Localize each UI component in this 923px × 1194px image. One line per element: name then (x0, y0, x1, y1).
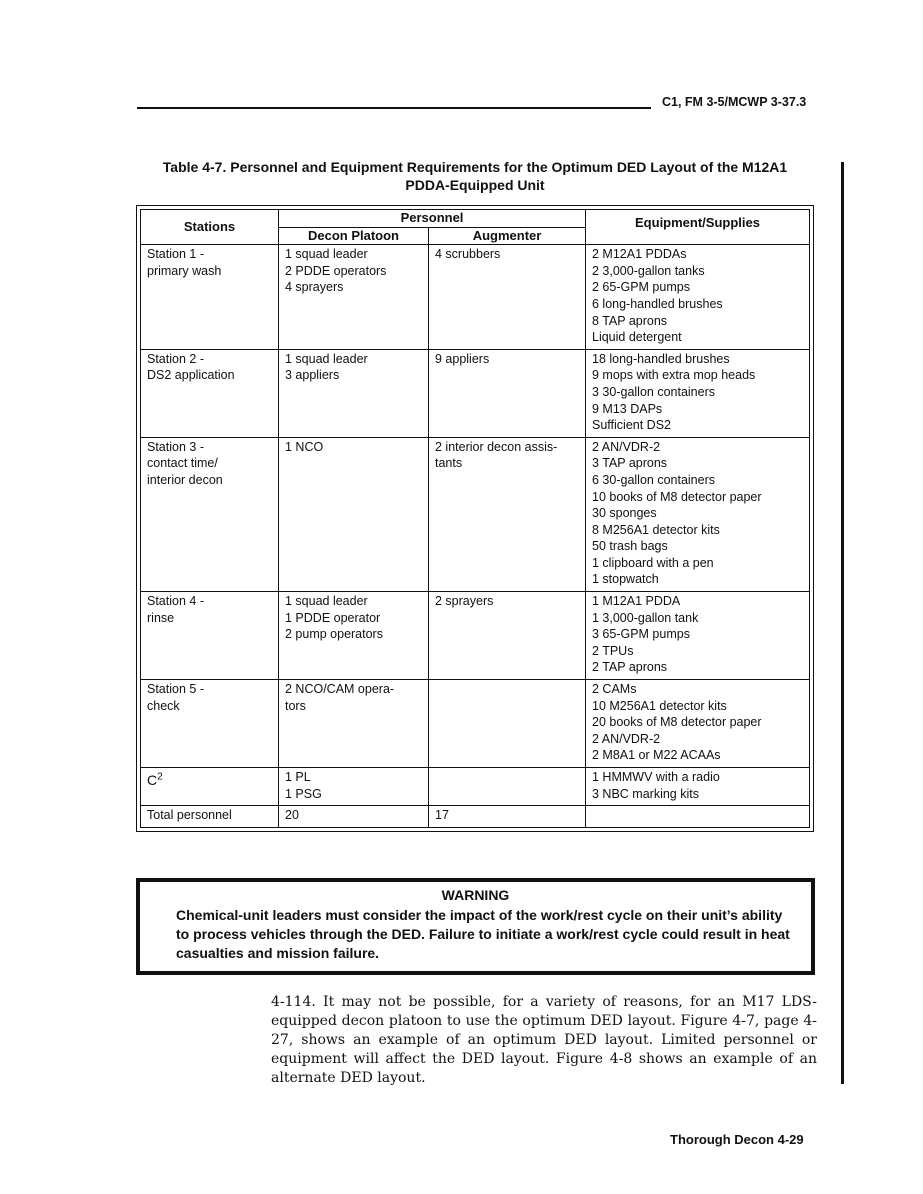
table-row (141, 349, 810, 437)
table-row-total (141, 806, 810, 828)
equipment-line: 6 long-handled brushes (592, 296, 723, 311)
c2-equipment-cell (586, 768, 810, 806)
equipment-line: 9 mops with extra mop heads (592, 368, 756, 383)
augmenter-cell (429, 245, 586, 350)
station-cell (141, 437, 279, 591)
header-personnel: Personnel (279, 210, 586, 228)
table-title-line-1: Table 4-7. Personnel and Equipment Requirements for the Optimum DED Layout of the M12A1 (162, 159, 788, 175)
equipment-line: 10 books of M8 detector paper (592, 489, 762, 504)
equipment-line: 1 clipboard with a pen (592, 555, 714, 570)
decon-line: 1 PDDE operator (285, 610, 381, 625)
decon-cell (279, 437, 429, 591)
station-line: Station 2 - (147, 351, 204, 366)
table-row-c2 (141, 768, 810, 806)
equipment-line: 2 AN/VDR-2 (592, 439, 661, 454)
equipment-line: 6 30-gallon containers (592, 472, 715, 487)
page-footer: Thorough Decon 4-29 (670, 1132, 804, 1147)
decon-line: 1 NCO (285, 439, 324, 454)
equipment-cell (586, 592, 810, 680)
requirements-table (140, 209, 810, 828)
decon-line: 1 squad leader (285, 247, 368, 262)
document-code: C1, FM 3-5/MCWP 3-37.3 (662, 95, 807, 109)
augmenter-line: 4 scrubbers (435, 247, 501, 262)
decon-line: 4 sprayers (285, 280, 344, 295)
equipment-line: 2 M8A1 or M22 ACAAs (592, 748, 721, 763)
total-augmenter-cell: 17 (429, 806, 586, 828)
table-row (141, 245, 810, 350)
equipment-line: 1 stopwatch (592, 572, 659, 587)
table-row (141, 680, 810, 768)
c2-line: 1 PSG (285, 786, 322, 801)
requirements-table-frame (136, 205, 814, 832)
augmenter-cell (429, 349, 586, 437)
equipment-line: 3 30-gallon containers (592, 384, 715, 399)
decon-cell (279, 349, 429, 437)
c2-station-cell (141, 768, 279, 806)
equipment-line: 50 trash bags (592, 539, 668, 554)
table-row (141, 437, 810, 591)
c2-augmenter-cell (429, 768, 586, 806)
equipment-line: 2 TAP aprons (592, 660, 668, 675)
decon-line: 2 PDDE operators (285, 263, 387, 278)
station-line: interior decon (147, 472, 223, 487)
augmenter-line: tants (435, 456, 463, 471)
station-line: check (147, 698, 180, 713)
station-line: contact time/ (147, 456, 218, 471)
body-paragraph: 4-114. It may not be possible, for a variety of reasons, for an M17 LDS-equipped decon platoon to use the optimum DED layout. Figure 4-7, page 4-27, shows an example of an optimum DED layout. Limited personnel or equipment will affect the DED layout. Figure 4-8 shows an example of an alternate DED layout. (271, 994, 817, 1086)
equipment-cell (586, 437, 810, 591)
c2-line: 1 HMMWV with a radio (592, 770, 720, 784)
equipment-line: 2 TPUs (592, 643, 634, 658)
header-equipment: Equipment/Supplies (586, 210, 810, 245)
augmenter-cell (429, 680, 586, 768)
decon-line: 3 appliers (285, 368, 340, 383)
augmenter-line: 9 appliers (435, 351, 490, 366)
warning-text: Chemical-unit leaders must consider the impact of the work/rest cycle on their unit’s ability to process vehicles through the DED. Failure to initiate a work/rest cycle could result in heat casualties and mission failure. (176, 907, 790, 961)
total-label-cell: Total personnel (141, 806, 279, 828)
station-cell (141, 592, 279, 680)
augmenter-cell (429, 437, 586, 591)
equipment-line: 9 M13 DAPs (592, 401, 663, 416)
equipment-line: 10 M256A1 detector kits (592, 698, 727, 713)
equipment-cell (586, 680, 810, 768)
header-augmenter: Augmenter (429, 227, 586, 245)
station-cell (141, 680, 279, 768)
total-decon-cell: 20 (279, 806, 429, 828)
station-line: rinse (147, 610, 175, 625)
station-line: Station 3 - (147, 439, 204, 454)
equipment-line: 30 sponges (592, 506, 657, 521)
c2-line: 1 PL (285, 770, 311, 784)
equipment-line: 2 M12A1 PDDAs (592, 247, 687, 262)
equipment-line: Liquid detergent (592, 330, 682, 345)
table-body (141, 245, 810, 768)
c2-sup: 2 (157, 771, 163, 782)
warning-box (136, 878, 815, 975)
decon-line: 1 squad leader (285, 351, 368, 366)
equipment-line: 3 TAP aprons (592, 456, 668, 471)
station-line: primary wash (147, 263, 222, 278)
decon-line: 2 NCO/CAM opera- (285, 682, 395, 697)
augmenter-cell (429, 592, 586, 680)
c2-label: C (147, 771, 158, 788)
decon-cell (279, 680, 429, 768)
c2-line: 3 NBC marking kits (592, 786, 699, 801)
equipment-line: 1 3,000-gallon tank (592, 610, 699, 625)
decon-line: 1 squad leader (285, 594, 368, 609)
header-rule (137, 107, 651, 109)
header-stations: Stations (141, 210, 279, 245)
station-line: Station 4 - (147, 594, 204, 609)
decon-cell (279, 245, 429, 350)
augmenter-line: 2 sprayers (435, 594, 494, 609)
equipment-line: 8 M256A1 detector kits (592, 522, 720, 537)
header-decon-platoon: Decon Platoon (279, 227, 429, 245)
table-title (130, 158, 820, 194)
equipment-line: 8 TAP aprons (592, 313, 668, 328)
station-cell (141, 349, 279, 437)
table-row (141, 592, 810, 680)
equipment-line: 2 AN/VDR-2 (592, 731, 661, 746)
equipment-line: 2 CAMs (592, 682, 637, 697)
equipment-line: 18 long-handled brushes (592, 351, 730, 366)
equipment-cell (586, 245, 810, 350)
station-line: Station 5 - (147, 682, 204, 697)
equipment-line: 2 3,000-gallon tanks (592, 263, 705, 278)
decon-line: 2 pump operators (285, 627, 383, 642)
decon-cell (279, 592, 429, 680)
equipment-cell (586, 349, 810, 437)
c2-decon-cell (279, 768, 429, 806)
equipment-line: Sufficient DS2 (592, 418, 671, 433)
decon-line: tors (285, 698, 306, 713)
total-equipment-cell (586, 806, 810, 828)
table-title-line-2: PDDA-Equipped Unit (405, 177, 545, 193)
equipment-line: 3 65-GPM pumps (592, 627, 690, 642)
warning-title: WARNING (441, 887, 510, 903)
station-line: Station 1 - (147, 247, 204, 262)
equipment-line: 1 M12A1 PDDA (592, 594, 681, 609)
equipment-line: 2 65-GPM pumps (592, 280, 690, 295)
augmenter-line: 2 interior decon assis- (435, 439, 558, 454)
equipment-line: 20 books of M8 detector paper (592, 715, 762, 730)
station-cell (141, 245, 279, 350)
change-bar (841, 162, 844, 1084)
station-line: DS2 application (147, 368, 235, 383)
